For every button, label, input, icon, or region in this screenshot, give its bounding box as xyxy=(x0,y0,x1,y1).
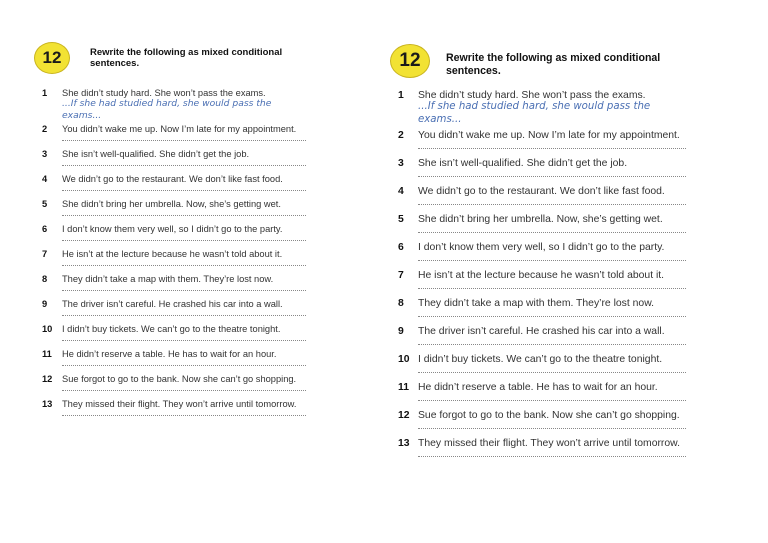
item-number: 3 xyxy=(42,149,48,159)
item-sentence: You didn’t wake me up. Now I’m late for my appointment. xyxy=(62,124,297,134)
item-sentence: We didn’t go to the restaurant. We don’t like fast food. xyxy=(418,186,665,197)
item-number: 10 xyxy=(42,324,53,334)
item-number: 13 xyxy=(42,399,53,409)
list-item xyxy=(390,410,690,438)
list-item xyxy=(34,174,314,199)
item-sentence: They missed their flight. They won’t arrive until tomorrow. xyxy=(418,438,680,449)
item-number: 10 xyxy=(398,354,410,365)
answer-line[interactable] xyxy=(418,337,686,345)
answer-line[interactable] xyxy=(62,384,306,391)
item-sentence: He didn’t reserve a table. He has to wait for an hour. xyxy=(418,382,658,393)
item-sentence: We didn’t go to the restaurant. We don’t like fast food. xyxy=(62,174,283,184)
exercise-panel-right xyxy=(390,42,690,466)
item-sentence: Sue forgot to go to the bank. Now she can’t go shopping. xyxy=(418,410,680,421)
item-number: 7 xyxy=(398,270,404,281)
answer-line[interactable] xyxy=(418,421,686,429)
answer-line[interactable] xyxy=(62,309,306,316)
answer-line[interactable] xyxy=(418,169,686,177)
answer-line[interactable] xyxy=(418,225,686,233)
list-item xyxy=(34,399,314,424)
item-sentence: She didn’t study hard. She won’t pass the exams. xyxy=(418,90,646,101)
item-number: 11 xyxy=(398,382,409,393)
item-sentence: You didn’t wake me up. Now I’m late for my appointment. xyxy=(418,130,680,141)
exercise-number-badge: 12 xyxy=(390,44,430,78)
list-item xyxy=(34,374,314,399)
item-sentence: She didn’t bring her umbrella. Now, she’s getting wet. xyxy=(62,199,281,209)
item-number: 5 xyxy=(42,199,48,209)
item-sentence: I don’t know them very well, so I didn’t go to the party. xyxy=(62,224,283,234)
item-sentence: She isn’t well-qualified. She didn’t get the job. xyxy=(418,158,628,169)
list-item xyxy=(390,298,690,326)
item-number: 8 xyxy=(42,274,48,284)
answer-line[interactable] xyxy=(62,334,306,341)
item-sentence: I don’t know them very well, so I didn’t go to the party. xyxy=(418,242,665,253)
list-item xyxy=(390,90,690,130)
item-sentence: She didn’t study hard. She won’t pass the exams. xyxy=(62,88,266,98)
exercise-panel-left xyxy=(34,38,314,424)
list-item xyxy=(34,249,314,274)
answer-line[interactable] xyxy=(62,159,306,166)
list-item xyxy=(34,88,314,124)
list-item xyxy=(390,158,690,186)
answer-line[interactable] xyxy=(62,259,306,266)
answer-line[interactable] xyxy=(418,365,686,373)
list-item xyxy=(390,382,690,410)
list-item xyxy=(390,270,690,298)
item-sentence: He isn’t at the lecture because he wasn’t told about it. xyxy=(62,249,283,259)
item-number: 11 xyxy=(42,349,52,359)
answer-line[interactable] xyxy=(62,284,306,291)
answer-line[interactable] xyxy=(62,409,306,416)
item-number: 2 xyxy=(42,124,48,134)
answer-line[interactable] xyxy=(418,393,686,401)
item-sentence: The driver isn’t careful. He crashed his car into a wall. xyxy=(418,326,665,337)
item-number: 7 xyxy=(42,249,48,259)
item-sentence: They missed their flight. They won’t arrive until tomorrow. xyxy=(62,399,297,409)
list-item xyxy=(34,199,314,224)
item-number: 4 xyxy=(42,174,48,184)
exercise-number-badge: 12 xyxy=(34,42,70,74)
list-item xyxy=(34,124,314,149)
item-number: 3 xyxy=(398,158,404,169)
example-answer: ...If she had studied hard, she would pass the exams... xyxy=(418,101,651,125)
list-item xyxy=(34,299,314,324)
example-answer: ...If she had studied hard, she would pass the exams... xyxy=(62,98,272,121)
list-item xyxy=(390,214,690,242)
answer-line[interactable] xyxy=(418,449,686,457)
list-item xyxy=(34,324,314,349)
item-sentence: I didn’t buy tickets. We can’t go to the theatre tonight. xyxy=(62,324,281,334)
list-item xyxy=(390,354,690,382)
item-sentence: They didn’t take a map with them. They’re lost now. xyxy=(62,274,274,284)
list-item xyxy=(34,274,314,299)
item-sentence: Sue forgot to go to the bank. Now she can’t go shopping. xyxy=(62,374,297,384)
item-number: 9 xyxy=(42,299,48,309)
answer-line[interactable] xyxy=(418,197,686,205)
list-item xyxy=(390,326,690,354)
item-sentence: I didn’t buy tickets. We can’t go to the theatre tonight. xyxy=(418,354,663,365)
answer-line[interactable] xyxy=(418,253,686,261)
exercise-instruction: Rewrite the following as mixed conditional sentences. xyxy=(90,47,283,70)
list-item xyxy=(34,349,314,374)
item-number: 8 xyxy=(398,298,404,309)
item-number: 4 xyxy=(398,186,404,197)
exercise-header xyxy=(390,42,690,82)
list-item xyxy=(34,149,314,174)
list-item xyxy=(390,242,690,270)
item-number: 12 xyxy=(42,374,53,384)
answer-line[interactable] xyxy=(62,184,306,191)
answer-line[interactable] xyxy=(62,234,306,241)
item-number: 1 xyxy=(42,88,48,98)
answer-line[interactable] xyxy=(418,309,686,317)
exercise-header xyxy=(34,38,314,78)
list-item xyxy=(390,186,690,214)
item-number: 6 xyxy=(398,242,404,253)
item-number: 1 xyxy=(398,90,404,101)
exercise-instruction: Rewrite the following as mixed conditional sentences. xyxy=(446,52,661,77)
answer-line[interactable] xyxy=(62,134,306,141)
item-sentence: She didn’t bring her umbrella. Now, she’s getting wet. xyxy=(418,214,663,225)
exercise-item-list xyxy=(390,90,690,466)
item-sentence: The driver isn’t careful. He crashed his car into a wall. xyxy=(62,299,283,309)
item-number: 2 xyxy=(398,130,404,141)
list-item xyxy=(390,438,690,466)
item-sentence: He isn’t at the lecture because he wasn’t told about it. xyxy=(418,270,665,281)
item-number: 6 xyxy=(42,224,48,234)
answer-line[interactable] xyxy=(62,209,306,216)
exercise-item-list xyxy=(34,88,314,424)
list-item xyxy=(390,130,690,158)
item-number: 5 xyxy=(398,214,404,225)
answer-line[interactable] xyxy=(418,281,686,289)
answer-line[interactable] xyxy=(418,141,686,149)
item-sentence: She isn’t well-qualified. She didn’t get the job. xyxy=(62,149,250,159)
item-number: 9 xyxy=(398,326,404,337)
item-number: 12 xyxy=(398,410,410,421)
list-item xyxy=(34,224,314,249)
answer-line[interactable] xyxy=(62,359,306,366)
item-sentence: He didn’t reserve a table. He has to wait for an hour. xyxy=(62,349,277,359)
item-number: 13 xyxy=(398,438,410,449)
item-sentence: They didn’t take a map with them. They’re lost now. xyxy=(418,298,655,309)
